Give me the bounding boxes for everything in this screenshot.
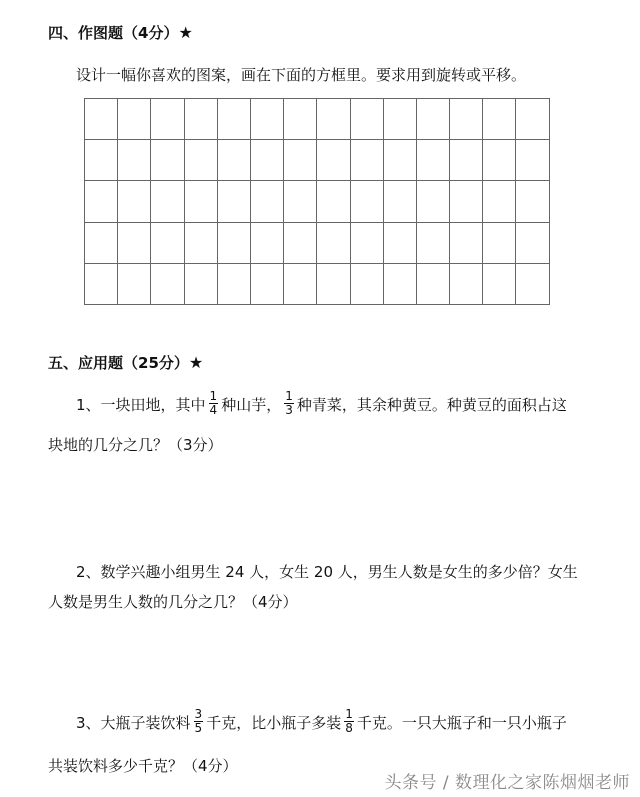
grid-cell	[516, 263, 549, 304]
grid-cell	[217, 140, 250, 181]
grid-cell	[184, 222, 217, 263]
grid-cell	[383, 99, 416, 140]
drawing-grid	[84, 98, 550, 305]
section-4-title	[48, 22, 193, 43]
grid-cell	[416, 181, 449, 222]
grid-cell	[450, 263, 483, 304]
grid-cell	[416, 140, 449, 181]
grid-cell	[450, 99, 483, 140]
grid-cell	[85, 99, 118, 140]
fraction-numerator: 3	[194, 707, 203, 721]
grid-cell	[85, 263, 118, 304]
grid-cell	[284, 263, 317, 304]
question-1-text-mid-2: 种青菜，其余种黄豆。种黄豆的面积占这	[296, 396, 567, 414]
grid-cell	[184, 263, 217, 304]
fraction-numerator: 1	[285, 389, 293, 403]
grid-cell	[350, 263, 383, 304]
grid-cell	[383, 222, 416, 263]
grid-cell	[284, 140, 317, 181]
question-1-text-mid-1: 种山芋，	[221, 396, 282, 414]
fraction-one-quarter	[209, 390, 219, 417]
grid-row	[85, 140, 550, 181]
grid-cell	[151, 99, 184, 140]
grid-cell	[217, 181, 250, 222]
question-3-line-2: 共装饮料多少千克？（4分）	[48, 757, 238, 775]
grid-cell	[250, 181, 283, 222]
watermark: 头条号 / 数理化之家陈烟烟老师	[384, 773, 630, 793]
fraction-numerator: 1	[345, 707, 353, 721]
question-1-prefix: 1、一块田地，其中	[76, 396, 206, 414]
grid-row	[85, 181, 550, 222]
grid-cell	[317, 99, 350, 140]
grid-row	[85, 222, 550, 263]
grid-cell	[383, 181, 416, 222]
fraction-numerator: 1	[209, 389, 218, 403]
grid-cell	[184, 140, 217, 181]
grid-cell	[151, 140, 184, 181]
grid-cell	[416, 222, 449, 263]
grid-cell	[184, 99, 217, 140]
grid-cell	[317, 181, 350, 222]
question-1-line-2: 块地的几分之几？（3分）	[48, 436, 223, 454]
grid-cell	[118, 140, 151, 181]
grid-cell	[383, 263, 416, 304]
grid-row	[85, 263, 550, 304]
grid-cell	[483, 181, 516, 222]
grid-cell	[483, 99, 516, 140]
fraction-denominator: 8	[345, 721, 353, 735]
question-1-line-1	[76, 391, 567, 418]
grid-cell	[85, 181, 118, 222]
section-5-title-text: 五、应用题（25分）	[48, 354, 189, 372]
grid-cell	[217, 222, 250, 263]
grid-cell	[350, 99, 383, 140]
grid-cell	[317, 140, 350, 181]
grid-cell	[350, 181, 383, 222]
grid-row	[85, 99, 550, 140]
grid-cell	[284, 181, 317, 222]
grid-cell	[450, 181, 483, 222]
fraction-denominator: 5	[194, 721, 203, 735]
question-3-prefix: 3、大瓶子装饮料	[76, 714, 191, 732]
grid-cell	[151, 263, 184, 304]
fraction-one-eighth	[344, 708, 354, 735]
grid-cell	[118, 222, 151, 263]
fraction-one-third	[284, 390, 294, 417]
section-4-instruction: 设计一幅你喜欢的图案，画在下面的方框里。要求用到旋转或平移。	[76, 66, 527, 84]
grid-cell	[383, 140, 416, 181]
grid-cell	[516, 140, 549, 181]
grid-cell	[416, 263, 449, 304]
question-2-line-2: 人数是男生人数的几分之几？（4分）	[48, 593, 298, 611]
grid-cell	[483, 222, 516, 263]
grid-cell	[118, 181, 151, 222]
grid-cell	[516, 99, 549, 140]
question-3-text-mid-2: 千克。一只大瓶子和一只小瓶子	[356, 714, 567, 732]
grid-cell	[85, 140, 118, 181]
grid-cell	[118, 99, 151, 140]
grid-cell	[118, 263, 151, 304]
star-icon: ★	[188, 353, 204, 372]
grid-cell	[217, 263, 250, 304]
grid-cell	[516, 181, 549, 222]
grid-cell	[284, 99, 317, 140]
grid-cell	[317, 263, 350, 304]
grid-cell	[250, 222, 283, 263]
section-5-title	[48, 352, 203, 373]
grid-cell	[317, 222, 350, 263]
grid-cell	[516, 222, 549, 263]
grid-cell	[450, 222, 483, 263]
grid-cell	[250, 140, 283, 181]
grid-cell	[284, 222, 317, 263]
grid-cell	[350, 222, 383, 263]
grid-cell	[250, 99, 283, 140]
grid-cell	[151, 181, 184, 222]
grid-cell	[250, 263, 283, 304]
grid-cell	[184, 181, 217, 222]
grid-cell	[416, 99, 449, 140]
grid-cell	[350, 140, 383, 181]
grid-cell	[483, 140, 516, 181]
grid-cell	[450, 140, 483, 181]
grid-cell	[85, 222, 118, 263]
grid-cell	[217, 99, 250, 140]
star-icon: ★	[178, 23, 193, 42]
grid-cell	[483, 263, 516, 304]
grid-cell	[151, 222, 184, 263]
fraction-denominator: 3	[285, 403, 293, 417]
question-2-line-1: 2、数学兴趣小组男生 24 人，女生 20 人，男生人数是女生的多少倍？女生	[76, 563, 578, 581]
question-3-line-1	[76, 709, 567, 736]
question-3-text-mid-1: 千克，比小瓶子多装	[206, 714, 342, 732]
fraction-denominator: 4	[209, 403, 218, 417]
fraction-three-fifths	[194, 708, 204, 735]
section-4-title-text: 四、作图题（4分）	[48, 24, 179, 42]
